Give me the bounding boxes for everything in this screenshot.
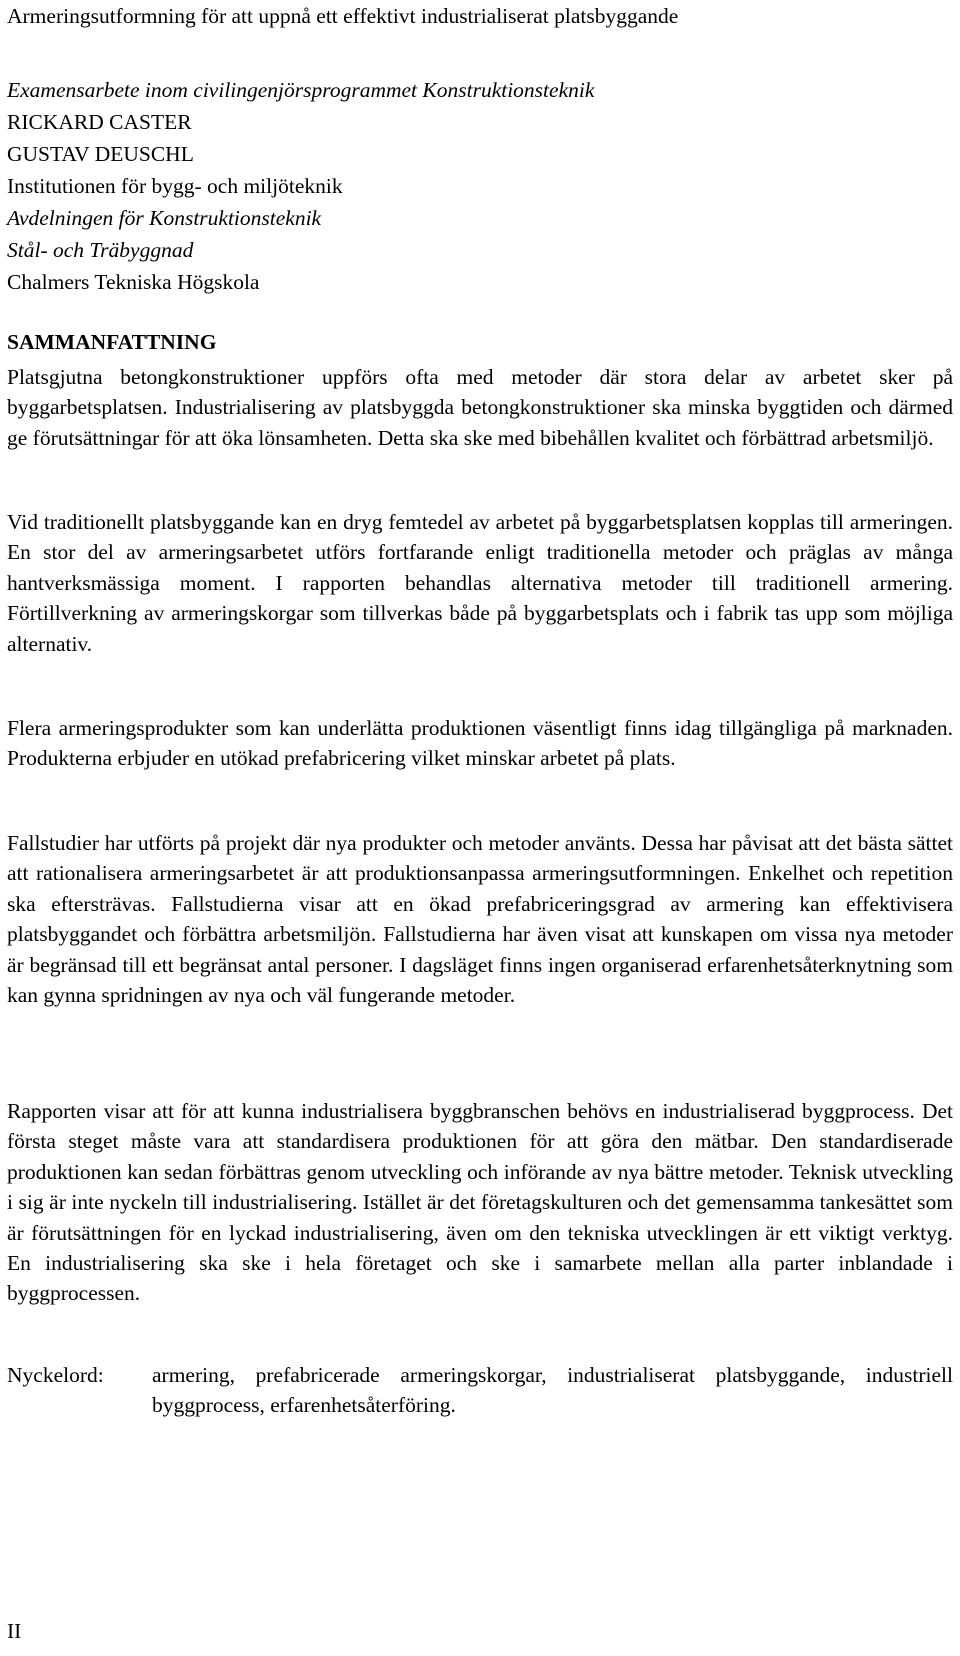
keywords-label: Nyckelord: [7, 1363, 104, 1387]
thesis-subtitle: Examensarbete inom civilingenjörsprogrammet Konstruktionsteknik [7, 78, 595, 102]
summary-paragraph: Vid traditionellt platsbyggande kan en dryg femtedel av arbetet på byggarbetsplatsen kopplas till armeringen. En stor del av armeringsarbetet utförs fortfarande enligt traditionella metoder och präglas av många hantverksmässiga moment. I rapporten behandlas alternativa metoder till traditionell armering. Förtillverkning av armeringskorgar som tillverkas både på byggarbetsplats och i fabrik tas upp som möjliga alternativ. [7, 510, 953, 656]
summary-paragraph: Rapporten visar att för att kunna industrialisera byggbranschen behövs en industrialiserad byggprocess. Det första steget måste vara att standardisera produktionen för att göra den mätbar. Den standardiserade produktionen kan sedan förbättras genom utveckling och införande av nya bättre metoder. Teknisk utveckling i sig är inte nyckeln till industrialisering. Istället är det företagskulturen och det gemensamma tankesättet som är förutsättningen för en lyckad industrialisering, även om den tekniska utvecklingen är ett viktigt verktyg. En industrialisering ska ske i hela företaget och ske i samarbete mellan alla parter inblandade i byggprocessen. [7, 1099, 953, 1306]
summary-paragraph: Fallstudier har utförts på projekt där nya produkter och metoder använts. Dessa har påvisat att det bästa sättet att rationalisera armeringsarbetet är att produktionsanpassa armeringsutformningen. Enkelhet och repetition ska eftersträvas. Fallstudierna visar att en ökad prefabriceringsgrad av armering kan effektivisera platsbyggandet och förbättra arbetsmiljön. Fallstudierna har även visat att kunskapen om vissa nya metoder är begränsad till ett begränsat antal personer. I dagsläget finns ingen organiserad erfarenhetsåterknytning som kan gynna spridningen av nya och väl fungerande metoder. [7, 831, 953, 1008]
keywords-block [7, 1360, 953, 1421]
university-name: Chalmers Tekniska Högskola [7, 270, 260, 294]
division-name: Avdelningen för Konstruktionsteknik [7, 206, 322, 230]
keywords-text: armering, prefabricerade armeringskorgar, industrialiserat platsbyggande, industriell byggprocess, erfarenhetsåterföring. [152, 1363, 953, 1418]
page-number: II [7, 1619, 22, 1643]
summary-paragraph: Platsgjutna betongkonstruktioner uppförs ofta med metoder där stora delar av arbetet sker på byggarbetsplatsen. Industrialisering av platsbyggda betongkonstruktioner ska minska byggtiden och därmed ge förutsättningar för att öka lönsamheten. Detta ska ske med bibehållen kvalitet och förbättrad arbetsmiljö. [7, 365, 953, 450]
institution-name: Institutionen för bygg- och miljöteknik [7, 174, 343, 198]
group-name: Stål- och Träbyggnad [7, 238, 194, 262]
author-name: RICKARD CASTER [7, 110, 192, 134]
author-name: GUSTAV DEUSCHL [7, 142, 194, 166]
title-block [7, 74, 594, 298]
document-title: Armeringsutformning för att uppnå ett effektivt industrialiserat platsbyggande [7, 4, 679, 28]
summary-paragraph: Flera armeringsprodukter som kan underlätta produktionen väsentligt finns idag tillgängliga på marknaden. Produkterna erbjuder en utökad prefabricering vilket minskar arbetet på plats. [7, 716, 953, 771]
summary-heading: SAMMANFATTNING [7, 330, 217, 354]
